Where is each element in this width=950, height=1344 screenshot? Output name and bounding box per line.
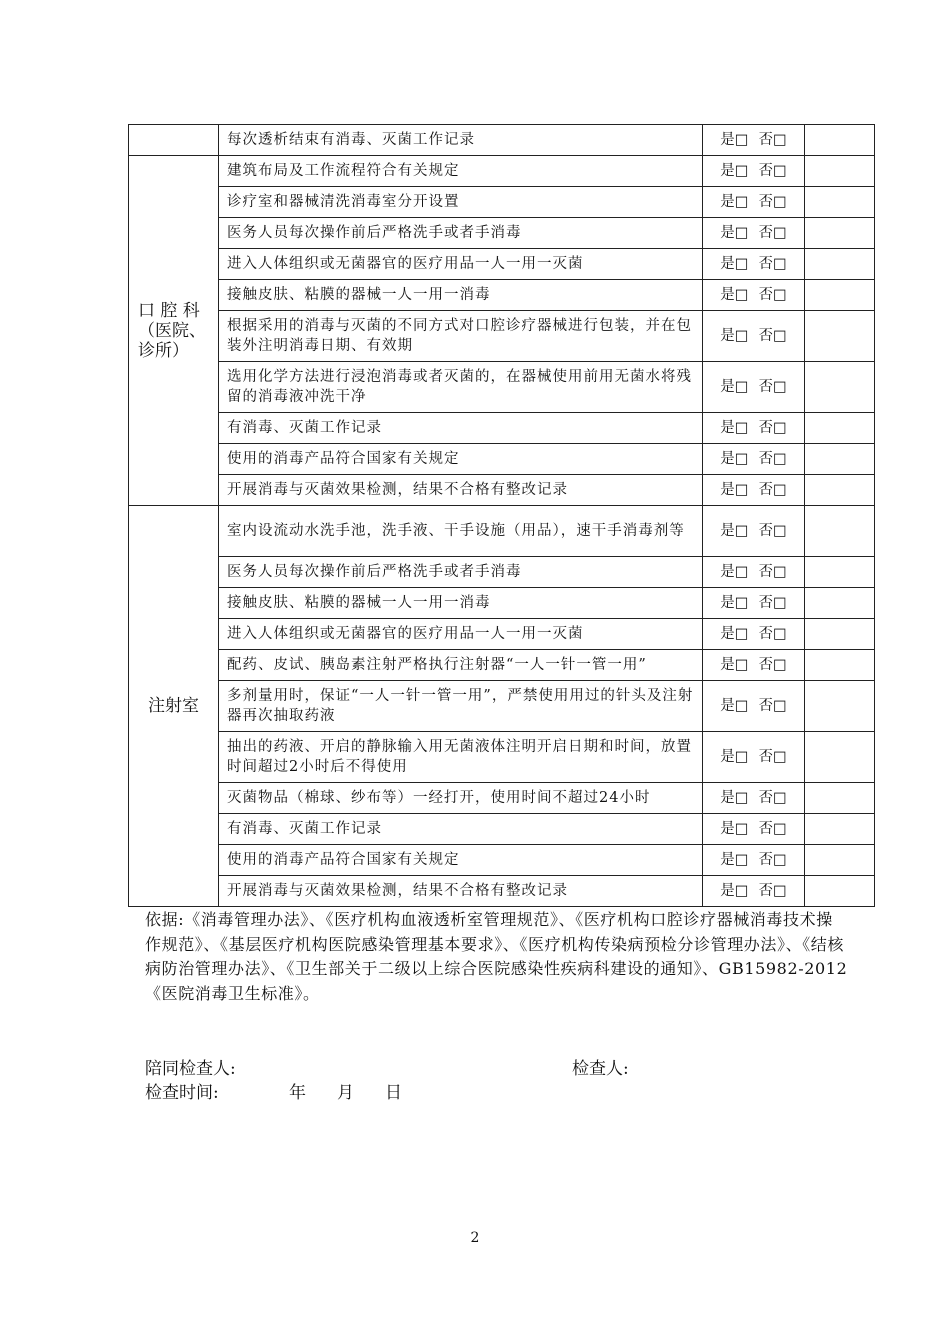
answer-cell: [703, 814, 805, 845]
check-item: 灭菌物品（棉球、纱布等）一经打开，使用时间不超过24小时: [219, 783, 703, 814]
check-item: 有消毒、灭菌工作记录: [219, 814, 703, 845]
no-checkbox[interactable]: 否□: [758, 420, 787, 436]
table-row: [129, 681, 875, 732]
no-checkbox[interactable]: 否□: [758, 657, 787, 673]
table-row: [129, 125, 875, 156]
year-label: 年: [289, 1083, 306, 1103]
yes-checkbox[interactable]: 是□: [720, 749, 749, 765]
remark-cell[interactable]: [805, 218, 875, 249]
check-item: 进入人体组织或无菌器官的医疗用品一人一用一灭菌: [219, 249, 703, 280]
yes-checkbox[interactable]: 是□: [720, 595, 749, 611]
yes-checkbox[interactable]: 是□: [720, 657, 749, 673]
answer-cell: [703, 444, 805, 475]
remark-cell[interactable]: [805, 588, 875, 619]
check-item: 开展消毒与灭菌效果检测，结果不合格有整改记录: [219, 475, 703, 506]
remark-cell[interactable]: [805, 681, 875, 732]
check-item: 接触皮肤、粘膜的器械一人一用一消毒: [219, 588, 703, 619]
remark-cell[interactable]: [805, 413, 875, 444]
no-checkbox[interactable]: 否□: [758, 132, 787, 148]
no-checkbox[interactable]: 否□: [758, 225, 787, 241]
remark-cell[interactable]: [805, 506, 875, 557]
yes-checkbox[interactable]: 是□: [720, 328, 749, 344]
check-item: 根据采用的消毒与灭菌的不同方式对口腔诊疗器械进行包装，并在包装外注明消毒日期、有效期: [219, 311, 703, 362]
answer-cell: [703, 650, 805, 681]
yes-checkbox[interactable]: 是□: [720, 287, 749, 303]
no-checkbox[interactable]: 否□: [758, 163, 787, 179]
answer-cell: [703, 187, 805, 218]
answer-cell: [703, 506, 805, 557]
no-checkbox[interactable]: 否□: [758, 626, 787, 642]
check-item: 抽出的药液、开启的静脉输入用无菌液体注明开启日期和时间，放置时间超过2小时后不得使用: [219, 732, 703, 783]
table-row: [129, 732, 875, 783]
inspection-table: [128, 124, 875, 907]
table-row: [129, 249, 875, 280]
page-number: 2: [470, 1230, 480, 1246]
table-row: [129, 619, 875, 650]
no-checkbox[interactable]: 否□: [758, 749, 787, 765]
no-checkbox[interactable]: 否□: [758, 194, 787, 210]
yes-checkbox[interactable]: 是□: [720, 852, 749, 868]
table-row: [129, 845, 875, 876]
companion-inspector-label: 陪同检查人:: [145, 1059, 236, 1079]
remark-cell[interactable]: [805, 362, 875, 413]
remark-cell[interactable]: [805, 311, 875, 362]
answer-cell: [703, 280, 805, 311]
check-item: 使用的消毒产品符合国家有关规定: [219, 444, 703, 475]
answer-cell: [703, 845, 805, 876]
yes-checkbox[interactable]: 是□: [720, 564, 749, 580]
no-checkbox[interactable]: 否□: [758, 256, 787, 272]
yes-checkbox[interactable]: 是□: [720, 482, 749, 498]
yes-checkbox[interactable]: 是□: [720, 132, 749, 148]
no-checkbox[interactable]: 否□: [758, 790, 787, 806]
remark-cell[interactable]: [805, 619, 875, 650]
basis-text: 依据:《消毒管理办法》、《医疗机构血液透析室管理规范》、《医疗机构口腔诊疗器械消毒技术操作规范》、《基层医疗机构医院感染管理基本要求》、《医疗机构传染病预检分诊管理办法》、《结核病防治管理办法》、《卫生部关于二级以上综合医院感染性疾病科建设的通知》、GB15982-2012《医院消毒卫生标准》。: [145, 910, 848, 1003]
table-row: [129, 156, 875, 187]
no-checkbox[interactable]: 否□: [758, 883, 787, 899]
table-row: [129, 588, 875, 619]
table-row: [129, 650, 875, 681]
answer-cell: [703, 588, 805, 619]
remark-cell[interactable]: [805, 475, 875, 506]
no-checkbox[interactable]: 否□: [758, 451, 787, 467]
table-row: [129, 475, 875, 506]
table-row: [129, 218, 875, 249]
yes-checkbox[interactable]: 是□: [720, 163, 749, 179]
no-checkbox[interactable]: 否□: [758, 379, 787, 395]
month-label: 月: [337, 1083, 354, 1103]
check-item: 进入人体组织或无菌器官的医疗用品一人一用一灭菌: [219, 619, 703, 650]
yes-checkbox[interactable]: 是□: [720, 821, 749, 837]
yes-checkbox[interactable]: 是□: [720, 420, 749, 436]
section-cell-empty: [129, 125, 219, 156]
no-checkbox[interactable]: 否□: [758, 821, 787, 837]
remark-cell[interactable]: [805, 814, 875, 845]
answer-cell: [703, 311, 805, 362]
check-item: 使用的消毒产品符合国家有关规定: [219, 845, 703, 876]
answer-cell: [703, 876, 805, 907]
day-label: 日: [385, 1083, 402, 1103]
answer-cell: [703, 619, 805, 650]
yes-checkbox[interactable]: 是□: [720, 883, 749, 899]
remark-cell[interactable]: [805, 876, 875, 907]
answer-cell: [703, 475, 805, 506]
check-item: 室内设流动水洗手池，洗手液、干手设施（用品），速干手消毒剂等: [219, 506, 703, 557]
table-row: [129, 444, 875, 475]
check-item: 诊疗室和器械清洗消毒室分开设置: [219, 187, 703, 218]
remark-cell[interactable]: [805, 444, 875, 475]
no-checkbox[interactable]: 否□: [758, 564, 787, 580]
no-checkbox[interactable]: 否□: [758, 595, 787, 611]
check-item: 开展消毒与灭菌效果检测，结果不合格有整改记录: [219, 876, 703, 907]
table-row: [129, 506, 875, 557]
no-checkbox[interactable]: 否□: [758, 698, 787, 714]
no-checkbox[interactable]: 否□: [758, 852, 787, 868]
answer-cell: [703, 783, 805, 814]
answer-cell: [703, 681, 805, 732]
remark-cell[interactable]: [805, 125, 875, 156]
table-row: [129, 280, 875, 311]
answer-cell: [703, 362, 805, 413]
check-item: 有消毒、灭菌工作记录: [219, 413, 703, 444]
answer-cell: [703, 218, 805, 249]
yes-checkbox[interactable]: 是□: [720, 698, 749, 714]
remark-cell[interactable]: [805, 732, 875, 783]
section-title-dental: 口 腔 科（医院、诊所）: [129, 156, 219, 506]
table-row: [129, 783, 875, 814]
answer-cell: [703, 125, 805, 156]
inspector-label: 检查人:: [572, 1059, 629, 1079]
yes-checkbox[interactable]: 是□: [720, 626, 749, 642]
section-title-injection: 注射室: [129, 506, 219, 907]
answer-cell: [703, 413, 805, 444]
table-row: [129, 187, 875, 218]
no-checkbox[interactable]: 否□: [758, 287, 787, 303]
answer-cell: [703, 557, 805, 588]
table-row: [129, 413, 875, 444]
yes-checkbox[interactable]: 是□: [720, 451, 749, 467]
remark-cell[interactable]: [805, 557, 875, 588]
remark-cell[interactable]: [805, 783, 875, 814]
remark-cell[interactable]: [805, 187, 875, 218]
no-checkbox[interactable]: 否□: [758, 482, 787, 498]
answer-cell: [703, 249, 805, 280]
check-item: 多剂量用时，保证“一人一针一管一用”，严禁使用用过的针头及注射器再次抽取药液: [219, 681, 703, 732]
yes-checkbox[interactable]: 是□: [720, 225, 749, 241]
table-row: [129, 557, 875, 588]
inspection-time-label: 检查时间:: [145, 1083, 219, 1103]
check-item: 配药、皮试、胰岛素注射严格执行注射器“一人一针一管一用”: [219, 650, 703, 681]
no-checkbox[interactable]: 否□: [758, 328, 787, 344]
check-item: 选用化学方法进行浸泡消毒或者灭菌的，在器械使用前用无菌水将残留的消毒液冲洗干净: [219, 362, 703, 413]
remark-cell[interactable]: [805, 249, 875, 280]
remark-cell[interactable]: [805, 156, 875, 187]
table-row: [129, 311, 875, 362]
answer-cell: [703, 156, 805, 187]
remark-cell[interactable]: [805, 845, 875, 876]
yes-checkbox[interactable]: 是□: [720, 256, 749, 272]
yes-checkbox[interactable]: 是□: [720, 790, 749, 806]
check-item: 建筑布局及工作流程符合有关规定: [219, 156, 703, 187]
check-item: 医务人员每次操作前后严格洗手或者手消毒: [219, 218, 703, 249]
check-item: 每次透析结束有消毒、灭菌工作记录: [219, 125, 703, 156]
table-row: [129, 362, 875, 413]
remark-cell[interactable]: [805, 650, 875, 681]
check-item: 接触皮肤、粘膜的器械一人一用一消毒: [219, 280, 703, 311]
table-row: [129, 876, 875, 907]
table-row: [129, 814, 875, 845]
remark-cell[interactable]: [805, 280, 875, 311]
yes-checkbox[interactable]: 是□: [720, 379, 749, 395]
check-item: 医务人员每次操作前后严格洗手或者手消毒: [219, 557, 703, 588]
no-checkbox[interactable]: 否□: [758, 523, 787, 539]
yes-checkbox[interactable]: 是□: [720, 194, 749, 210]
answer-cell: [703, 732, 805, 783]
yes-checkbox[interactable]: 是□: [720, 523, 749, 539]
